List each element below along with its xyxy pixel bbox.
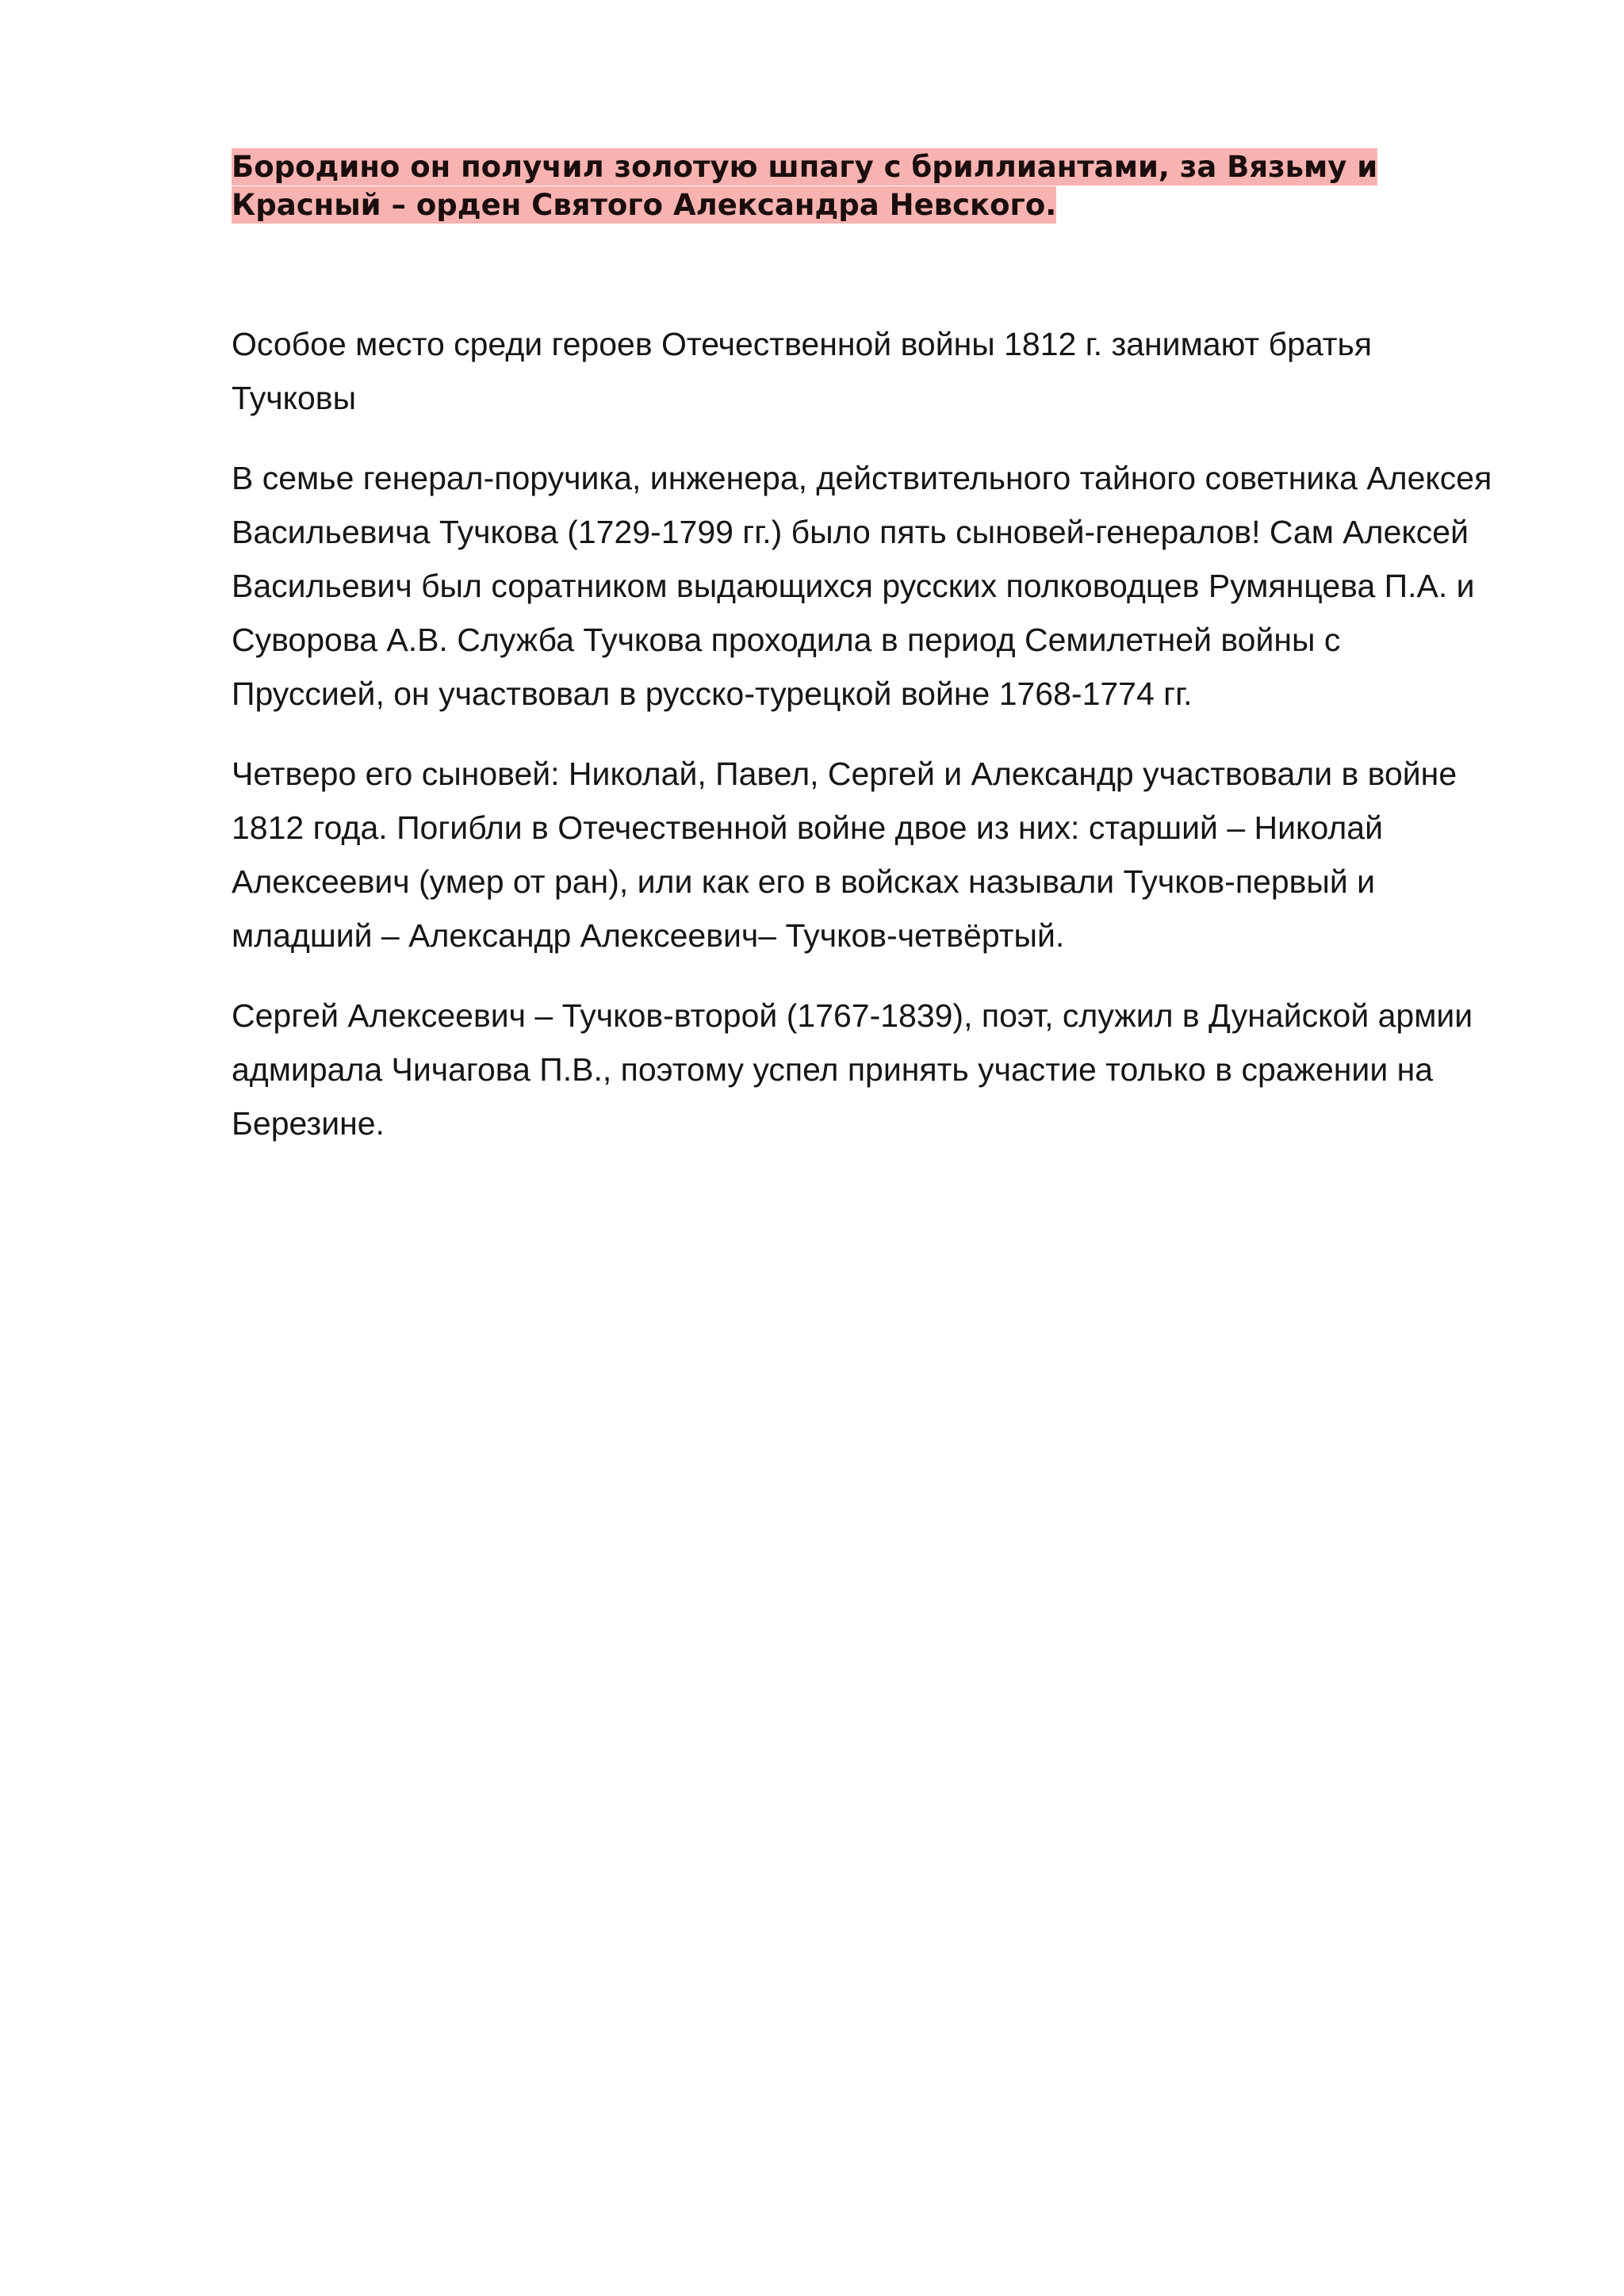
document-content <box>232 148 1500 1177</box>
paragraph-sons: Четверо его сыновей: Николай, Павел, Сергей и Александр участвовали в войне 1812 года. Погибли в Отечественной войне двое из них: старший – Николай Алексеевич (умер от ран), или как его в войсках называли Тучков-первый и младший – Александр Алексеевич– Тучков-четвёртый. <box>232 756 1457 954</box>
body-text <box>232 317 1500 1150</box>
paragraph-intro: Особое место среди героев Отечественной войны 1812 г. занимают братья Тучковы <box>232 326 1373 416</box>
paragraph-father: В семье генерал-поручика, инженера, действительного тайного советника Алексея Васильевича Тучкова (1729-1799 гг.) было пять сыновей-генералов! Сам Алексей Васильевич был соратником выдающихся русских полководцев Румянцева П.А. и Суворова А.В. Служба Тучкова проходила в период Семилетней войны с Пруссией, он участвовал в русско-турецкой войне 1768-1774 гг. <box>232 460 1492 712</box>
highlighted-text: Бородино он получил золотую шпагу с бриллиантами, за Вязьму и Красный – орден Святого Александра Невского. <box>232 150 1378 222</box>
highlighted-paragraph <box>232 148 1500 224</box>
paragraph-sergey: Сергей Алексеевич – Тучков-второй (1767-1839), поэт, служил в Дунайской армии адмирала Чичагова П.В., поэтому успел принять участие только в сражении на Березине. <box>232 997 1473 1142</box>
